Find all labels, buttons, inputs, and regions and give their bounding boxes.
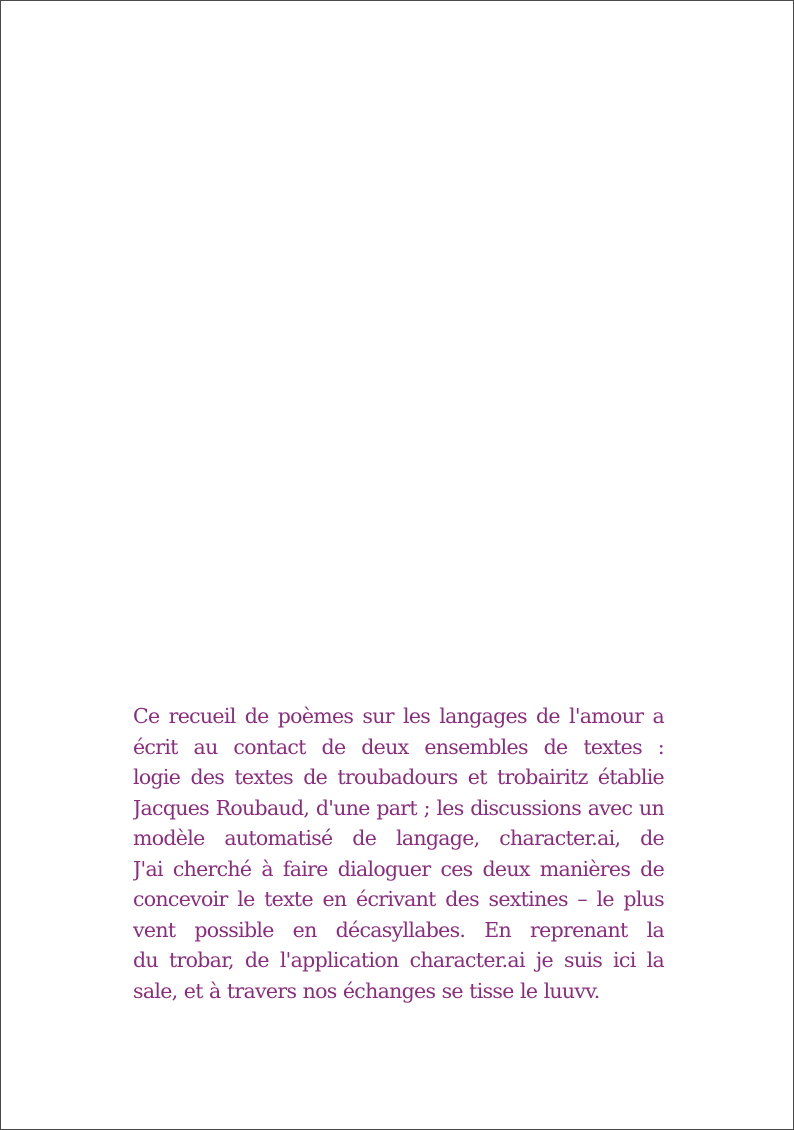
blurb-paragraph <box>133 701 664 1006</box>
blurb-line: Jacques Roubaud, d'une part ; les discussions avec un <box>133 795 664 820</box>
blurb-line: écrit au contact de deux ensembles de textes : <box>133 734 664 759</box>
blurb-line: Ce recueil de poèmes sur les langages de l'amour a <box>133 704 664 728</box>
blurb-line: J'ai cherché à faire dialoguer ces deux manières de <box>133 856 664 881</box>
blurb-line: vent possible en décasyllabes. En reprenant la <box>133 917 664 942</box>
blurb-line: du trobar, de l'application character.ai je suis ici la <box>133 948 664 972</box>
blurb-line: logie des textes de troubadours et trobairitz établie <box>133 765 664 789</box>
blurb-line: concevoir le texte en écrivant des sextines – le plus <box>133 887 664 911</box>
blurb-line: modèle automatisé de langage, character.ai, de <box>133 826 664 850</box>
blurb-line: sale, et à travers nos échanges se tisse le luuvv. <box>133 978 600 1003</box>
